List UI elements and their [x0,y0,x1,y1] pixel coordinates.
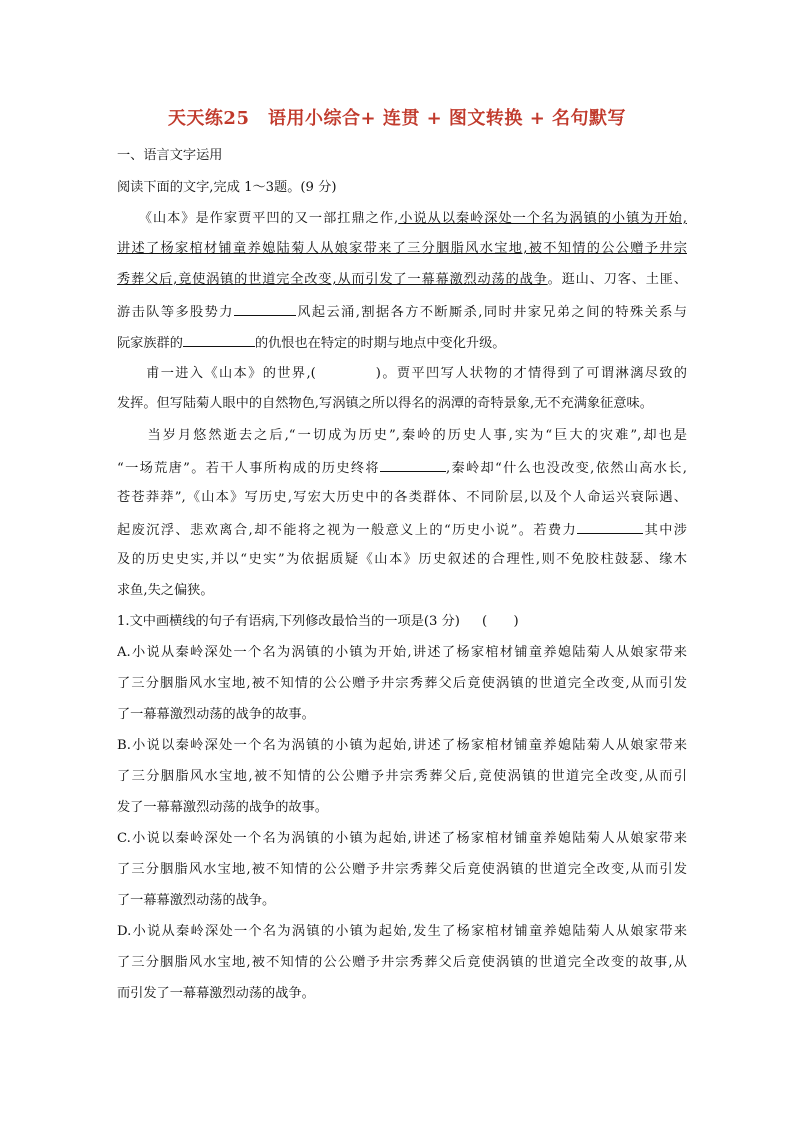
question-1-stem [117,612,687,632]
option-c-line2[interactable]: 了三分胭脂风水宝地,被不知情的公公赠予井宗秀葬父后竟使涡镇的世道完全改变,从而引发 [117,862,687,877]
para1-line3-rest: 。逛山、刀客、土匪、 [547,272,687,287]
option-b-line3[interactable]: 发了一幕幕激烈动荡的战争的故事。 [117,800,328,815]
para1-line4-a: 游击队等多股势力 [117,305,234,320]
answer-paren[interactable]: ( ) [481,614,519,629]
option-b-line2[interactable]: 了三分胭脂风水宝地,被不知情的公公赠予井宗秀葬父后,竟使涡镇的世道完全改变,从而引 [117,769,687,784]
option-b-line1[interactable]: B.小说以秦岭深处一个名为涡镇的小镇为起始,讲述了杨家棺材铺童养媳陆菊人从娘家带来 [117,738,687,753]
para2-line2: 发挥。但写陆菊人眼中的自然物色,写涡镇之所以得名的涡潭的奇特景象,无不充满象征意味。 [117,396,653,411]
option-d-line3[interactable]: 而引发了一幕幕激烈动荡的战争。 [117,986,315,1001]
underlined-sentence-part3: 秀葬父后,竟使涡镇的世道完全改变,从而引发了一幕幕激烈动荡的战争 [117,272,548,287]
para3-line6: 求鱼,失之偏狭。 [117,583,214,598]
para1-line1-text: 《山本》是作家贾平凹的又一部扛鼎之作, [117,211,399,226]
para1-line3 [117,270,687,290]
fill-blank-1[interactable] [234,301,296,316]
para1-line5 [117,332,687,354]
para3-line2-b: ,秦岭却“什么也没改变,依然山高水长, [445,461,687,476]
option-a-line3[interactable]: 了一幕幕激烈动荡的战争的故事。 [117,707,315,722]
section-heading: 一、语言文字运用 [117,148,223,163]
para3-line4-b: 其中涉 [643,523,687,538]
para2-line1-b: )。贾平凹写人状物的才情得到了可谓淋漓尽致的 [375,366,687,381]
para1-line4 [117,301,687,323]
para3-line4-a: 起废沉浮、悲欢离合,却不能将之视为一般意义上的“历史小说”。若费力 [117,523,578,538]
underlined-sentence-part1: 小说从以秦岭深处一个名为涡镇的小镇为开始, [398,211,687,226]
fill-blank-3[interactable] [380,457,446,472]
para1-line1 [117,209,687,229]
option-d-line2[interactable]: 了三分胭脂风水宝地,被不知情的公公赠予井宗秀葬父后竟使涡镇的世道完全改变的故事,从 [117,955,687,970]
para3-line5: 及的历史史实,并以“史实”为依据质疑《山本》历史叙述的合理性,则不免胶柱鼓瑟、缘木 [117,552,687,567]
option-a-line1[interactable]: A.小说从秦岭深处一个名为涡镇的小镇为开始,讲述了杨家棺材铺童养媳陆菊人从娘家带来 [117,645,687,660]
para2-line1 [117,364,687,384]
para1-line5-b: 的仇恨也在特定的时期与地点中变化升级。 [254,336,506,351]
option-d-line1[interactable]: D.小说从秦岭深处一个名为涡镇的小镇为起始,发生了杨家棺材铺童养媳陆菊人从娘家带来 [117,924,687,939]
instruction: 阅读下面的文字,完成 1～3题。(9 分) [117,180,337,195]
para2-line1-a: 甫一进入《山本》的世界,( [117,366,316,381]
para3-line4 [117,519,687,541]
para1-line4-b: 风起云涌,割据各方不断厮杀,同时井家兄弟之间的特殊关系与 [295,305,687,320]
para1-line5-a: 阮家族群的 [117,336,183,351]
fill-blank-4[interactable] [577,519,643,534]
para3-line2 [117,457,687,479]
option-c-line1[interactable]: C.小说以秦岭深处一个名为涡镇的小镇为起始,讲述了杨家棺材铺童养媳陆菊人从娘家带来 [117,831,687,846]
option-a-line2[interactable]: 了三分胭脂风水宝地,被不知情的公公赠予井宗秀葬父后竟使涡镇的世道完全改变,从而引发 [117,676,687,691]
para3-line3: 苍苍莽莽”,《山本》写历史,写宏大历史中的各类群体、不同阶层,以及个人命运兴衰际遇、 [117,490,687,505]
question-1-text: 1.文中画横线的句子有语病,下列修改最恰当的一项是(3 分) [117,614,460,629]
page-title: 天天练25 语用小综合+ 连贯 + 图文转换 + 名句默写 [167,108,627,129]
fill-blank-2[interactable] [183,332,255,347]
para3-line2-a: “一场荒唐”。若干人事所构成的历史终将 [117,461,380,476]
para3-line1: 当岁月悠然逝去之后,“一切成为历史”,秦岭的历史人事,实为“巨大的灾难”,却也是 [117,428,687,443]
underlined-sentence-part2: 讲述了杨家棺材铺童养媳陆菊人从娘家带来了三分胭脂风水宝地,被不知情的公公赠予井宗 [117,241,687,256]
option-c-line3[interactable]: 了一幕幕激烈动荡的战争。 [117,893,276,908]
